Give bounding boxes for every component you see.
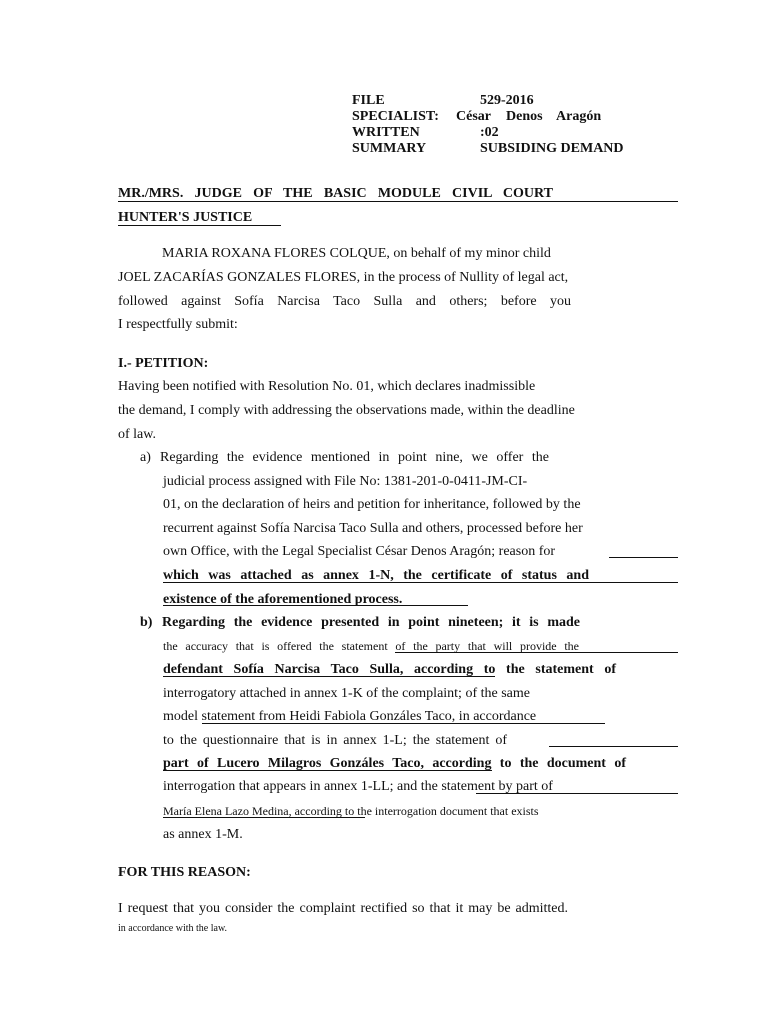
- intro-line-3: followed against Sofía Narcisa Taco Sulla and others; before you: [118, 294, 571, 309]
- reason-heading: FOR THIS REASON:: [118, 865, 251, 880]
- summary-label: SUMMARY: [352, 141, 427, 156]
- item-b-underline-3: [163, 676, 495, 677]
- case-header: [352, 93, 624, 157]
- file-label: FILE: [352, 93, 385, 108]
- item-b-line-10: as annex 1-M.: [163, 827, 243, 842]
- item-b-blank-line-6: [549, 746, 678, 747]
- written-value: :02: [480, 125, 499, 140]
- item-b-underline-8: [476, 793, 678, 794]
- item-a-line-3: 01, on the declaration of heirs and petition for inheritance, followed by the: [163, 497, 581, 512]
- item-b-line-8b: ement by part of: [460, 779, 553, 794]
- item-b-line-6: to the questionnaire that is in annex 1-L; the statement of: [163, 733, 507, 748]
- item-a-line-5: own Office, with the Legal Specialist César Denos Aragón; reason for: [163, 544, 556, 559]
- item-a-line-1: Regarding the evidence mentioned in point nine, we offer the: [160, 450, 549, 465]
- addressee-underline-2: [118, 225, 281, 226]
- item-a-underline-7: [163, 605, 468, 606]
- item-a-blank-line-5: [609, 557, 678, 558]
- item-b-underline-9: [163, 817, 365, 818]
- item-b-line-7b: to the document of: [491, 756, 626, 771]
- item-b-underline-7: [163, 770, 492, 771]
- item-b-line-9a: María Elena Lazo Medina, according: [163, 804, 342, 818]
- specialist-value-1: César: [456, 109, 491, 124]
- item-a-line-4: recurrent against Sofía Narcisa Taco Sulla and others, processed before her: [163, 521, 583, 536]
- specialist-label: SPECIALIST:: [352, 109, 439, 124]
- item-b-line-7a: part of Lucero Milagros Gonzáles Taco, according: [163, 756, 492, 771]
- item-b-line-4: interrogatory attached in annex 1-K of the complaint; of the same: [163, 686, 530, 701]
- intro-line-2: JOEL ZACARÍAS GONZALES FLORES, in the process of Nullity of legal act,: [118, 270, 569, 285]
- addressee-line-2: HUNTER'S JUSTICE: [118, 210, 253, 225]
- item-a-line-6: which was attached as annex 1-N, the certificate of status and: [163, 568, 589, 583]
- item-b-marker: b): [140, 615, 153, 630]
- item-b-underline-2: [395, 652, 678, 653]
- petition-line-3: of law.: [118, 427, 156, 442]
- item-b-line-5b: statement from Heidi Fabiola Gonzáles Taco, in accordance: [201, 709, 537, 724]
- reason-line-2: in accordance with the law.: [118, 923, 228, 934]
- addressee-underline-1: [118, 201, 678, 202]
- item-b-line-3a: defendant Sofía Narcisa Taco Sulla, according: [163, 662, 474, 677]
- file-value: 529-2016: [480, 93, 534, 108]
- item-b-line-8a: interrogation that appears in annex 1-LL; and the stat: [163, 779, 461, 794]
- item-a-underline-6: [163, 582, 678, 583]
- specialist-value-2: Denos: [506, 109, 543, 124]
- item-b-line-9b: to the interrogation document that exists: [341, 804, 539, 818]
- summary-value: SUBSIDING DEMAND: [480, 141, 624, 156]
- item-b-line-5a: model: [163, 709, 202, 724]
- reason-line-1: I request that you consider the complaint rectified so that it may be admitted.: [118, 901, 568, 916]
- intro-line-4: I respectfully submit:: [118, 317, 238, 332]
- specialist-value-3: Aragón: [556, 109, 602, 124]
- written-label: WRITTEN: [352, 125, 420, 140]
- item-b-line-3b: to the statement of: [473, 662, 617, 677]
- item-b-underline-5: [202, 723, 605, 724]
- item-a-line-7: existence of the aforementioned process.: [163, 592, 403, 607]
- intro-line-1: MARIA ROXANA FLORES COLQUE, on behalf of my minor child: [162, 246, 551, 261]
- item-a-line-2: judicial process assigned with File No: 1381-201-0-0411-JM-CI-: [163, 474, 528, 489]
- item-b-line-1: Regarding the evidence presented in point nineteen; it is made: [162, 615, 580, 630]
- item-a-marker: a): [140, 450, 151, 465]
- petition-line-2: the demand, I comply with addressing the observations made, within the deadline: [118, 403, 575, 418]
- addressee-line-1: MR./MRS. JUDGE OF THE BASIC MODULE CIVIL COURT: [118, 186, 553, 201]
- item-b-line-2a: the accuracy that is offered the statement: [163, 639, 388, 653]
- petition-heading: I.- PETITION:: [118, 356, 209, 371]
- item-b-line-2b: of the party that will provide the: [387, 639, 579, 653]
- petition-line-1: Having been notified with Resolution No. 01, which declares inadmissible: [118, 379, 536, 394]
